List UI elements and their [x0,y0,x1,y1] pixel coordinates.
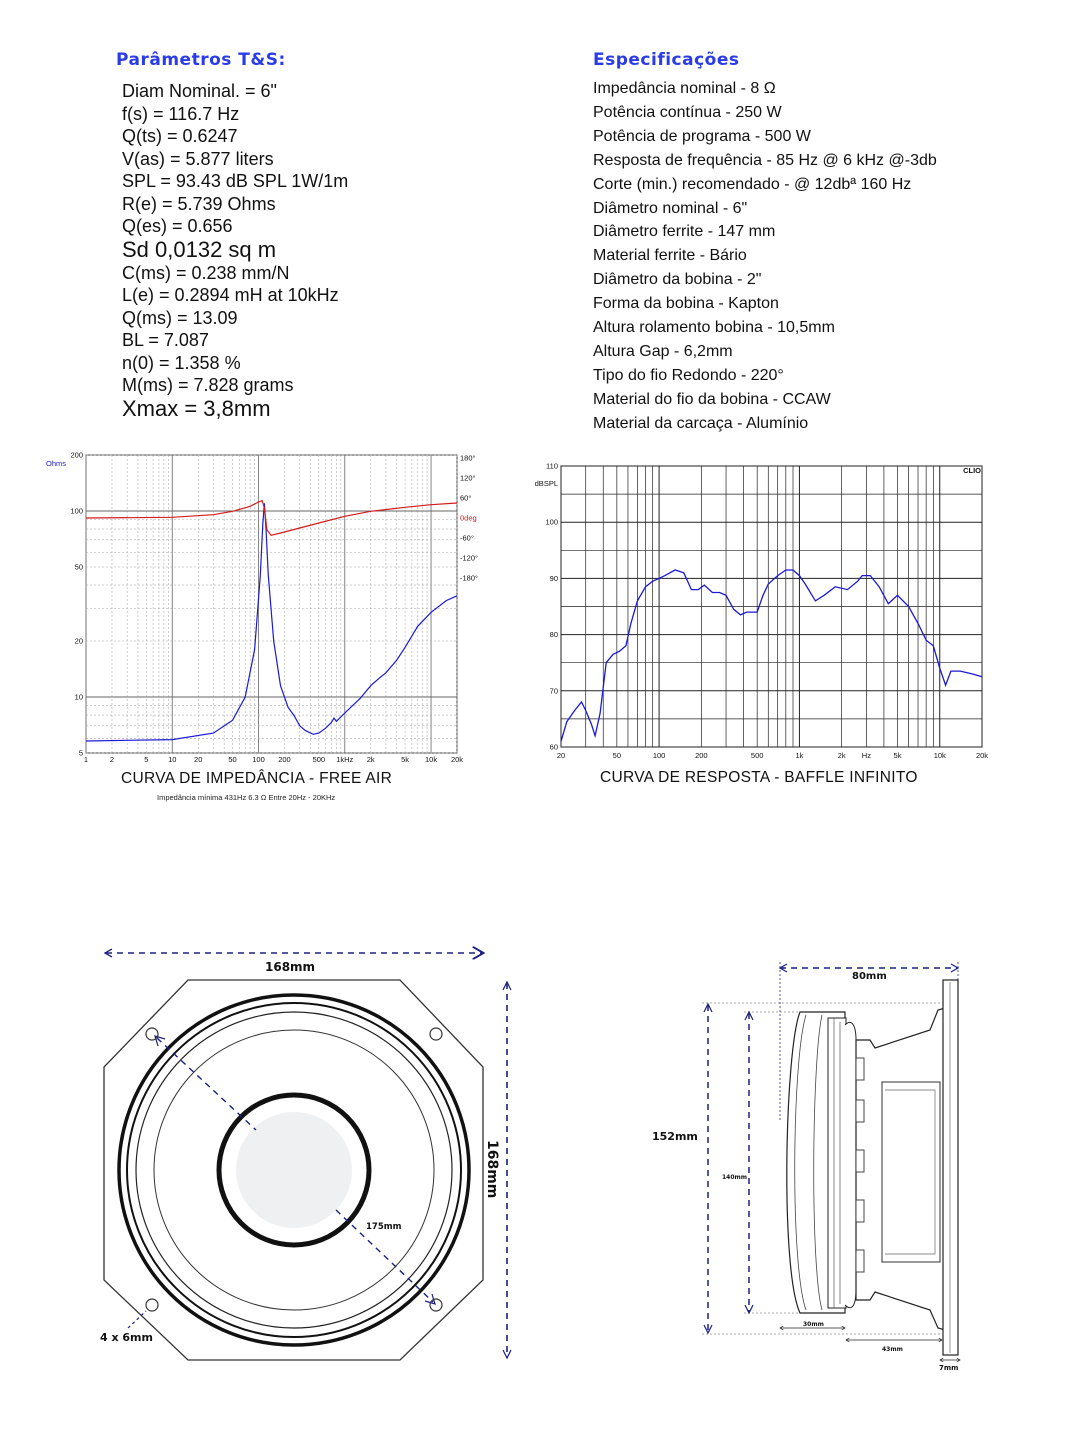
response-x-tick-label: 20k [975,751,989,760]
front-diagonal-label: 175mm [366,1222,402,1232]
impedance-x-tick-label: 100 [252,755,265,764]
ts-parameters-title: Parâmetros T&S: [116,50,286,70]
response-y-axis-label: dBSPL [534,478,558,488]
specification-item: Tipo do fio Redondo - 220° [593,366,784,384]
specification-item: Material da carcaça - Alumínio [593,414,809,432]
impedance-x-tick-label: 20k [450,755,464,764]
ts-parameter-item: Q(ms) = 13.09 [122,307,238,328]
impedance-y2-tick-label: 180° [460,453,476,463]
impedance-x-tick-label: 2 [109,755,115,764]
impedance-y-tick-label: 200 [70,450,83,460]
ts-parameter-item: R(e) = 5.739 Ohms [122,193,276,214]
response-x-tick-label: Hz [861,751,871,760]
specification-item: Impedância nominal - 8 Ω [593,80,776,97]
side-magnet-depth-label: 30mm [803,1321,824,1328]
ts-parameter-item: Q(es) = 0.656 [122,216,233,236]
response-chart-title: CURVA DE RESPOSTA - BAFFLE INFINITO [600,769,918,786]
specification-item: Diâmetro nominal - 6" [593,199,748,217]
impedance-x-tick-label: 500 [312,755,326,764]
response-y-tick-label: 60 [549,742,558,752]
specification-item: Altura rolamento bobina - 10,5mm [593,319,835,337]
impedance-y2-tick-label: 0deg [460,513,477,523]
impedance-y2-tick-label: -180° [460,573,479,583]
ts-parameter-item: Xmax = 3,8mm [122,395,271,421]
ts-parameter-item: Q(ts) = 0.6247 [122,126,238,146]
ts-parameter-item: BL = 7.087 [122,330,209,350]
impedance-chart-title: CURVA DE IMPEDÂNCIA - FREE AIR [121,770,393,787]
impedance-x-tick-label: 1 [83,755,89,764]
ts-parameter-item: C(ms) = 0.238 mm/N [122,262,290,283]
specification-item: Altura Gap - 6,2mm [593,342,733,360]
impedance-x-tick-label: 50 [228,755,237,764]
ts-parameter-item: L(e) = 0.2894 mH at 10kHz [122,285,339,305]
side-height-label: 152mm [652,1130,698,1143]
ts-parameter-item: SPL = 93.43 dB SPL 1W/1m [122,171,349,191]
response-x-tick-label: 200 [695,751,708,760]
response-x-tick-label: 20 [556,751,566,760]
response-x-tick-label: 50 [612,751,622,760]
response-y-tick-label: 100 [545,517,558,527]
front-width-label: 168mm [265,960,316,974]
response-x-tick-label: 100 [652,751,666,760]
side-inner-label: 140mm [722,1174,748,1181]
impedance-y-tick-label: 5 [78,748,83,758]
impedance-x-tick-label: 5 [144,755,149,764]
specification-item: Material do fio da bobina - CCAW [593,390,831,408]
impedance-y-tick-label: 10 [74,692,83,702]
impedance-x-tick-label: 200 [278,755,291,764]
impedance-y2-tick-label: 120° [460,473,476,483]
side-depth-label: 80mm [852,971,887,982]
response-y-tick-label: 70 [549,686,558,696]
ts-parameter-item: n(0) = 1.358 % [122,352,241,373]
response-x-tick-label: 5k [893,751,902,760]
specification-item: Diâmetro ferrite - 147 mm [593,223,776,241]
impedance-y-tick-label: 100 [70,506,83,516]
response-brand-label: CLIO [963,466,981,475]
response-x-tick-label: 500 [750,751,764,760]
response-y-tick-label: 90 [549,573,558,583]
specification-item: Diâmetro da bobina - 2" [593,271,762,289]
side-frame-depth-label: 43mm [882,1346,903,1353]
ts-parameter-item: M(ms) = 7.828 grams [122,375,294,395]
response-y-tick-label: 80 [549,630,558,640]
impedance-x-tick-label: 10 [168,755,177,764]
ts-parameter-item: V(as) = 5.877 liters [122,148,274,169]
response-x-tick-label: 10k [933,751,946,760]
impedance-chart-subtitle: Impedância mínima 431Hz 6.3 Ω Entre 20Hz - 20KHz [157,793,336,802]
impedance-y-tick-label: 20 [74,636,83,646]
ts-parameter-item: f(s) = 116.7 Hz [122,103,240,124]
side-flange-label: 7mm [939,1364,959,1372]
impedance-y2-tick-label: 60° [460,493,472,503]
front-height-label: 168mm [484,1140,500,1199]
ts-parameter-item: Sd 0,0132 sq m [122,236,277,262]
impedance-y-tick-label: 50 [74,562,83,572]
impedance-x-tick-label: 2k [366,755,375,764]
specification-item: Resposta de frequência - 85 Hz @ 6 kHz @-3db [593,151,937,169]
response-x-tick-label: 2k [837,751,846,760]
specification-item: Potência de programa - 500 W [593,127,811,145]
response-x-tick-label: 1k [795,751,804,760]
impedance-x-tick-label: 1kHz [336,755,354,764]
specifications-title: Especificações [593,50,740,70]
impedance-y-axis-label: Ohms [46,459,67,468]
response-y-tick-label: 110 [546,461,558,471]
specification-item: Corte (min.) recomendado - @ 12dbª 160 Hz [593,175,912,193]
impedance-x-tick-label: 5k [401,755,410,764]
specification-item: Forma da bobina - Kapton [593,295,779,313]
impedance-x-tick-label: 10k [424,755,438,764]
impedance-y2-tick-label: -120° [460,553,479,563]
specification-item: Material ferrite - Bário [593,247,747,265]
impedance-x-tick-label: 20 [194,755,203,764]
impedance-y2-tick-label: -60° [460,533,474,543]
specification-item: Potência contínua - 250 W [593,103,782,121]
ts-parameter-item: Diam Nominal. = 6" [122,81,277,101]
holes-label: 4 x 6mm [100,1331,153,1344]
